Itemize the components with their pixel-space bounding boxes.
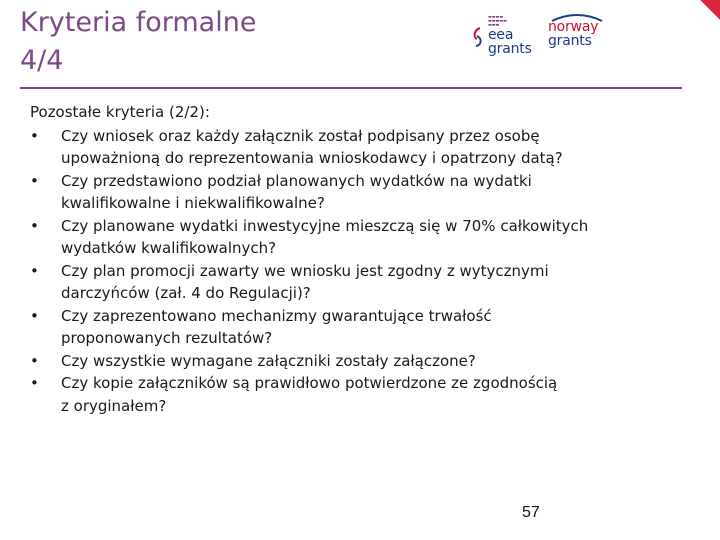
- slide-title-line-1: Kryteria formalne: [20, 7, 257, 38]
- list-item-text-line: Czy plan promocji zawarty we wniosku jest zgodny z wytycznymi: [61, 261, 549, 280]
- list-item-text-line: wydatków kwalifikowalnych?: [61, 239, 277, 257]
- page-number: 57: [522, 504, 540, 521]
- list-item: [30, 125, 680, 170]
- bullet-icon: •: [30, 374, 39, 392]
- bullet-icon: •: [30, 351, 39, 370]
- list-item-text-line: z oryginałem?: [61, 396, 167, 415]
- eea-symbol-icon: [472, 26, 484, 48]
- slide-title-line-2: 4/4: [20, 45, 64, 76]
- list-item-text-line: darczyńców (zał. 4 do Regulacji)?: [61, 284, 311, 302]
- list-item-text-line: Czy wniosek oraz każdy załącznik został podpisany przez osobę: [61, 126, 540, 145]
- list-item-text-line: Czy wszystkie wymagane załączniki zostały załączone?: [61, 351, 476, 370]
- title-divider: [20, 87, 682, 89]
- list-item: [30, 170, 680, 215]
- bullet-list: [30, 125, 680, 418]
- list-item-text-line: upoważnioną do reprezentowania wnioskodawcy i opatrzony datą?: [61, 149, 563, 167]
- norway-logo-word: norway: [548, 19, 599, 35]
- bullet-icon: •: [30, 216, 39, 235]
- list-item-text-line: Czy zaprezentowano mechanizmy gwarantujące trwałość: [61, 306, 492, 325]
- bullet-icon: •: [30, 306, 39, 325]
- slide-content: [30, 101, 680, 417]
- norway-logo-grants: grants: [548, 33, 592, 49]
- bullet-icon: •: [30, 171, 39, 190]
- list-item: [30, 305, 680, 350]
- list-item-text-line: Czy kopie załączników są prawidłowo potwierdzone ze zgodnością: [61, 374, 558, 392]
- content-heading: Pozostałe kryteria (2/2):: [30, 103, 210, 121]
- logo-area: [472, 14, 612, 56]
- eea-grants-logo: [472, 14, 534, 56]
- bullet-icon: •: [30, 126, 39, 145]
- eea-logo-word: eea: [488, 27, 514, 43]
- corner-decoration: [690, 0, 720, 30]
- list-item: [30, 372, 680, 417]
- list-item-text-line: proponowanych rezultatów?: [61, 329, 273, 347]
- list-item: [30, 260, 680, 305]
- slide-title: [20, 4, 256, 80]
- list-item: [30, 215, 680, 260]
- list-item: [30, 350, 680, 373]
- bullet-icon: •: [30, 261, 39, 280]
- list-item-text-line: Czy planowane wydatki inwestycyjne mieszczą się w 70% całkowitych: [61, 216, 589, 235]
- eea-small-text-logo: ▬▬▬▬ ▬▬▬▬▬ ▬▬▬: [488, 14, 507, 27]
- list-item-text-line: Czy przedstawiono podział planowanych wydatków na wydatki: [61, 171, 532, 190]
- eea-logo-grants: grants: [488, 41, 532, 57]
- list-item-text-line: kwalifikowalne i niekwalifikowalne?: [61, 194, 325, 212]
- norway-grants-logo: [548, 14, 612, 56]
